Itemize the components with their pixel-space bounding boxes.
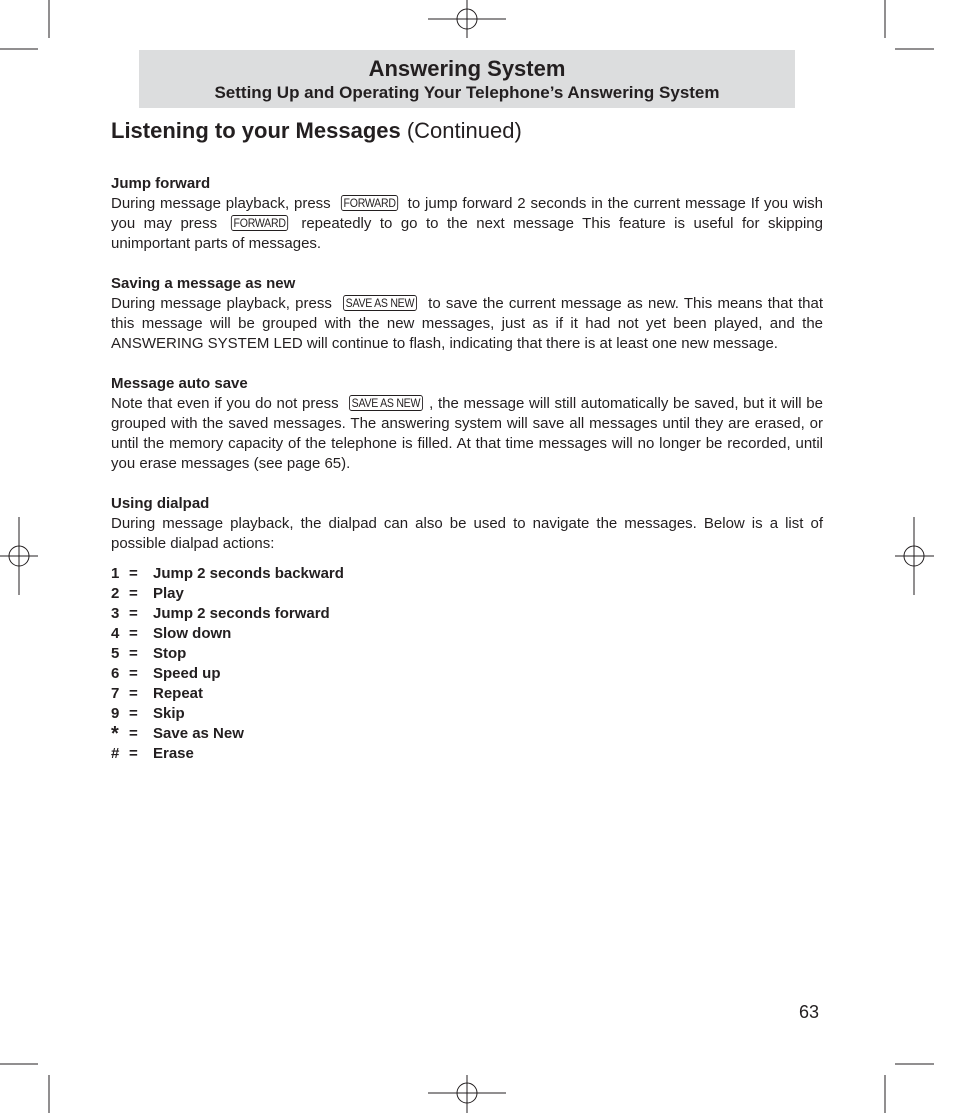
list-item <box>111 704 823 724</box>
forward-key: FORWARD <box>231 215 288 231</box>
list-item <box>111 564 823 584</box>
save-new-text <box>111 294 823 354</box>
equals-sign: = <box>129 605 138 622</box>
dialpad-key: 9 <box>111 705 120 722</box>
auto-save-heading: Message auto save <box>111 375 248 392</box>
dialpad-action: Skip <box>153 705 185 722</box>
list-item <box>111 724 823 744</box>
auto-save-section <box>111 374 823 474</box>
section-title <box>111 117 522 145</box>
save-new-section <box>111 274 823 354</box>
dialpad-key: 6 <box>111 665 120 682</box>
save-new-heading: Saving a message as new <box>111 275 296 292</box>
equals-sign: = <box>129 745 138 762</box>
equals-sign: = <box>129 665 138 682</box>
equals-sign: = <box>129 685 138 702</box>
text-run: During message playback, press <box>111 195 336 212</box>
dialpad-action: Slow down <box>153 625 232 642</box>
jump-forward-text <box>111 194 823 254</box>
dialpad-key: 1 <box>111 565 120 582</box>
dialpad-action: Jump 2 seconds backward <box>153 565 344 582</box>
dialpad-key: 7 <box>111 685 120 702</box>
auto-save-text <box>111 394 823 474</box>
section-title-continued: (Continued) <box>400 118 522 143</box>
list-item <box>111 684 823 704</box>
equals-sign: = <box>129 705 138 722</box>
dialpad-key: # <box>111 745 120 762</box>
chapter-header <box>139 50 795 108</box>
dialpad-action: Repeat <box>153 685 204 702</box>
dialpad-heading: Using dialpad <box>111 495 210 512</box>
registration-mark <box>428 0 506 38</box>
dialpad-action: Save as New <box>153 725 244 742</box>
list-item <box>111 584 823 604</box>
dialpad-action: Stop <box>153 645 187 662</box>
list-item <box>111 664 823 684</box>
forward-key: FORWARD <box>340 195 397 211</box>
text-run: repeatedly to go to the next message This feature is useful for skipping unimportant parts of messages. <box>111 215 823 252</box>
registration-mark <box>0 517 38 595</box>
list-item <box>111 644 823 664</box>
jump-forward-section <box>111 174 823 254</box>
equals-sign: = <box>129 565 138 582</box>
dialpad-action-list <box>111 564 823 764</box>
dialpad-section <box>111 494 823 764</box>
text-run: Note that even if you do not press <box>111 395 344 412</box>
dialpad-key: * <box>111 723 119 745</box>
section-title-main: Listening to your Messages <box>111 118 401 143</box>
dialpad-key: 3 <box>111 605 120 622</box>
dialpad-action: Erase <box>153 745 194 762</box>
equals-sign: = <box>129 645 138 662</box>
text-run: to jump forward 2 seconds in the current message If you wish you may press <box>111 195 823 232</box>
text-run: to save the current message as new. This means that that this message will be grouped with the new messages, just as if it had not yet been played, and the ANSWERING SYSTEM LED will continue to flash, indicating that there is at least one new message. <box>111 295 823 352</box>
chapter-title: Answering System <box>368 56 566 81</box>
text-run: , the message will still automatically be saved, but it will be grouped with the saved messages. The answering system will save all messages until they are erased, or until the memory capacity of the telephone is filled. At that time messages will no longer be recorded, until you erase messages (see page 65). <box>111 395 823 472</box>
dialpad-action: Jump 2 seconds forward <box>153 605 330 622</box>
save-as-new-key: SAVE AS NEW <box>349 395 423 411</box>
dialpad-key: 2 <box>111 585 120 602</box>
page-content <box>111 174 823 764</box>
list-item <box>111 744 823 764</box>
dialpad-key: 5 <box>111 645 120 662</box>
list-item <box>111 604 823 624</box>
equals-sign: = <box>129 725 138 742</box>
chapter-subtitle: Setting Up and Operating Your Telephone’s Answering System <box>214 83 720 102</box>
save-as-new-key: SAVE AS NEW <box>343 295 417 311</box>
registration-mark <box>428 1075 506 1113</box>
registration-mark <box>895 517 934 595</box>
jump-forward-heading: Jump forward <box>111 175 211 192</box>
equals-sign: = <box>129 585 138 602</box>
page-number: 63 <box>799 1002 820 1022</box>
equals-sign: = <box>129 625 138 642</box>
dialpad-action: Play <box>153 585 184 602</box>
dialpad-key: 4 <box>111 625 120 642</box>
list-item <box>111 624 823 644</box>
text-run: During message playback, press <box>111 295 338 312</box>
dialpad-action: Speed up <box>153 665 221 682</box>
dialpad-text: During message playback, the dialpad can also be used to navigate the messages. Below is a list of possible dialpad actions: <box>111 515 823 552</box>
